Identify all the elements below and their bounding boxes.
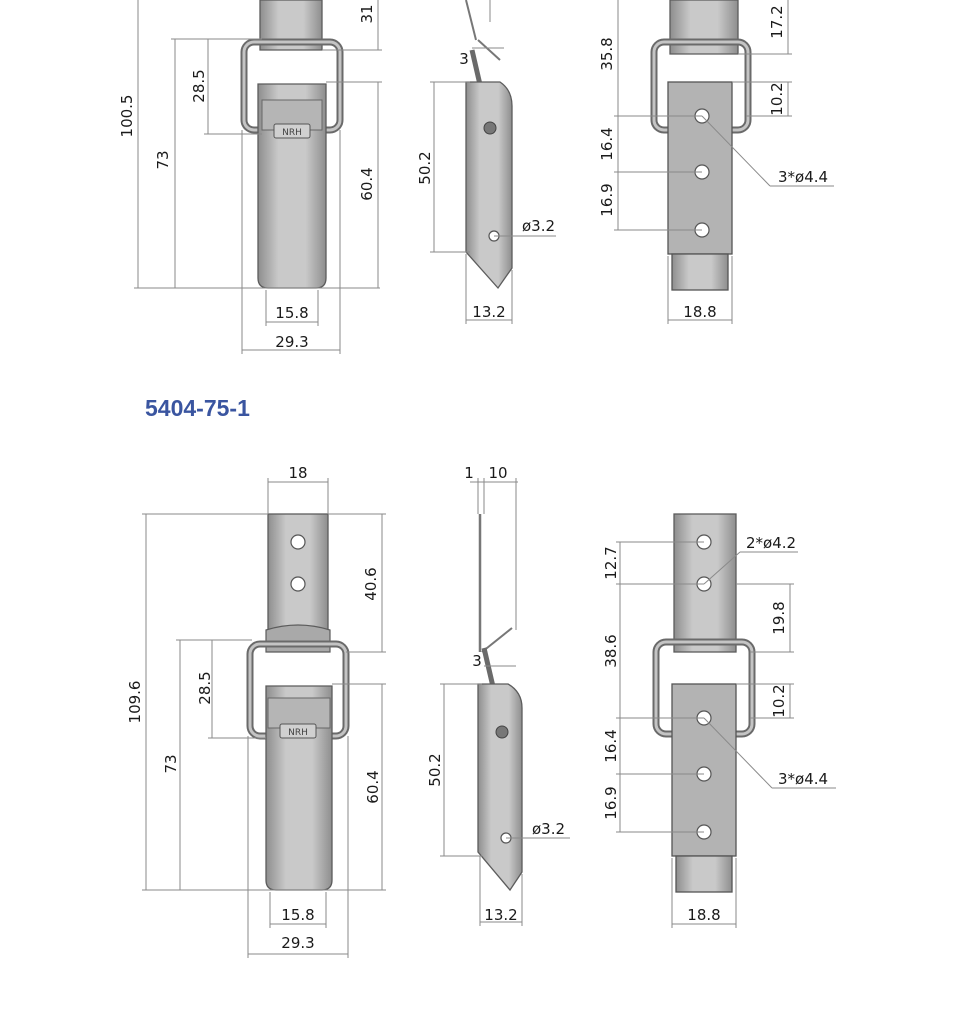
section-1-side-view (416, 0, 556, 324)
side-body (466, 82, 512, 288)
dim-side-height: 50.2 (426, 753, 444, 787)
dim-catch-height: 60.4 (358, 167, 376, 201)
dim-side-width: 13.2 (484, 906, 518, 924)
dim-hinge-height: 28.5 (196, 671, 214, 705)
dim-loop-offset: 10.2 (768, 82, 786, 116)
section-2-back-view (602, 514, 836, 928)
model-title: 5404-75-1 (145, 395, 250, 421)
dim-hole-pitch-2: 16.9 (598, 183, 616, 217)
dim-side-hole: ø3.2 (522, 217, 556, 235)
dim-body-height: 73 (162, 754, 180, 774)
dim-side-thickness: 1 (464, 464, 474, 482)
dim-hole-callout: 3*ø4.4 (778, 168, 829, 186)
logo-text: NRH (282, 128, 302, 138)
dim-hole-pitch-2: 16.9 (602, 786, 620, 820)
section-1-back-view (598, 0, 834, 324)
dim-side-height: 50.2 (416, 151, 434, 185)
dim-side-offset: 10 (488, 464, 508, 482)
dim-plate-hole-callout: 2*ø4.2 (746, 534, 797, 552)
back-strike-plate (670, 0, 738, 54)
dim-loop-offset: 10.2 (770, 684, 788, 718)
dim-strike-height: 40.6 (362, 567, 380, 601)
dim-plate-hole-pitch: 12.7 (602, 546, 620, 580)
dim-hinge-height: 28.5 (190, 69, 208, 103)
side-body (478, 684, 522, 890)
dim-hole-pitch-1: 16.4 (598, 127, 616, 161)
dim-plate-offset: 19.8 (770, 601, 788, 635)
dim-catch-width: 15.8 (275, 304, 309, 322)
dim-top-cut: 31 (358, 4, 376, 24)
dim-plate-width: 18.8 (687, 906, 721, 924)
section-2-side-view (426, 464, 570, 926)
strike-hole-2 (291, 577, 305, 591)
dim-total-width: 29.3 (281, 934, 315, 952)
section-2-front-view (126, 464, 386, 958)
dim-plate-width: 18.8 (683, 303, 717, 321)
strike-plate (268, 514, 328, 630)
strike-hole-1 (291, 535, 305, 549)
dim-overall-height: 100.5 (118, 94, 136, 138)
dim-catch-width: 15.8 (281, 906, 315, 924)
dim-side-hole: ø3.2 (532, 820, 566, 838)
section-1-front-view (118, 0, 382, 354)
dim-catch-height: 60.4 (364, 770, 382, 804)
dim-plate-offset: 17.2 (768, 5, 786, 39)
dim-hole-pitch-1: 16.4 (602, 729, 620, 763)
dim-side-width: 13.2 (472, 303, 506, 321)
logo-text: NRH (288, 728, 308, 738)
dim-side-gap: 3 (459, 50, 469, 68)
dim-strike-width: 18 (288, 464, 308, 482)
dim-side-gap: 3 (472, 652, 482, 670)
dim-plate-height: 38.6 (602, 634, 620, 668)
dim-body-height: 73 (154, 150, 172, 170)
dim-plate-height: 35.8 (598, 37, 616, 71)
dim-overall-height: 109.6 (126, 680, 144, 724)
dim-hole-callout: 3*ø4.4 (778, 770, 829, 788)
dim-total-width: 29.3 (275, 333, 309, 351)
